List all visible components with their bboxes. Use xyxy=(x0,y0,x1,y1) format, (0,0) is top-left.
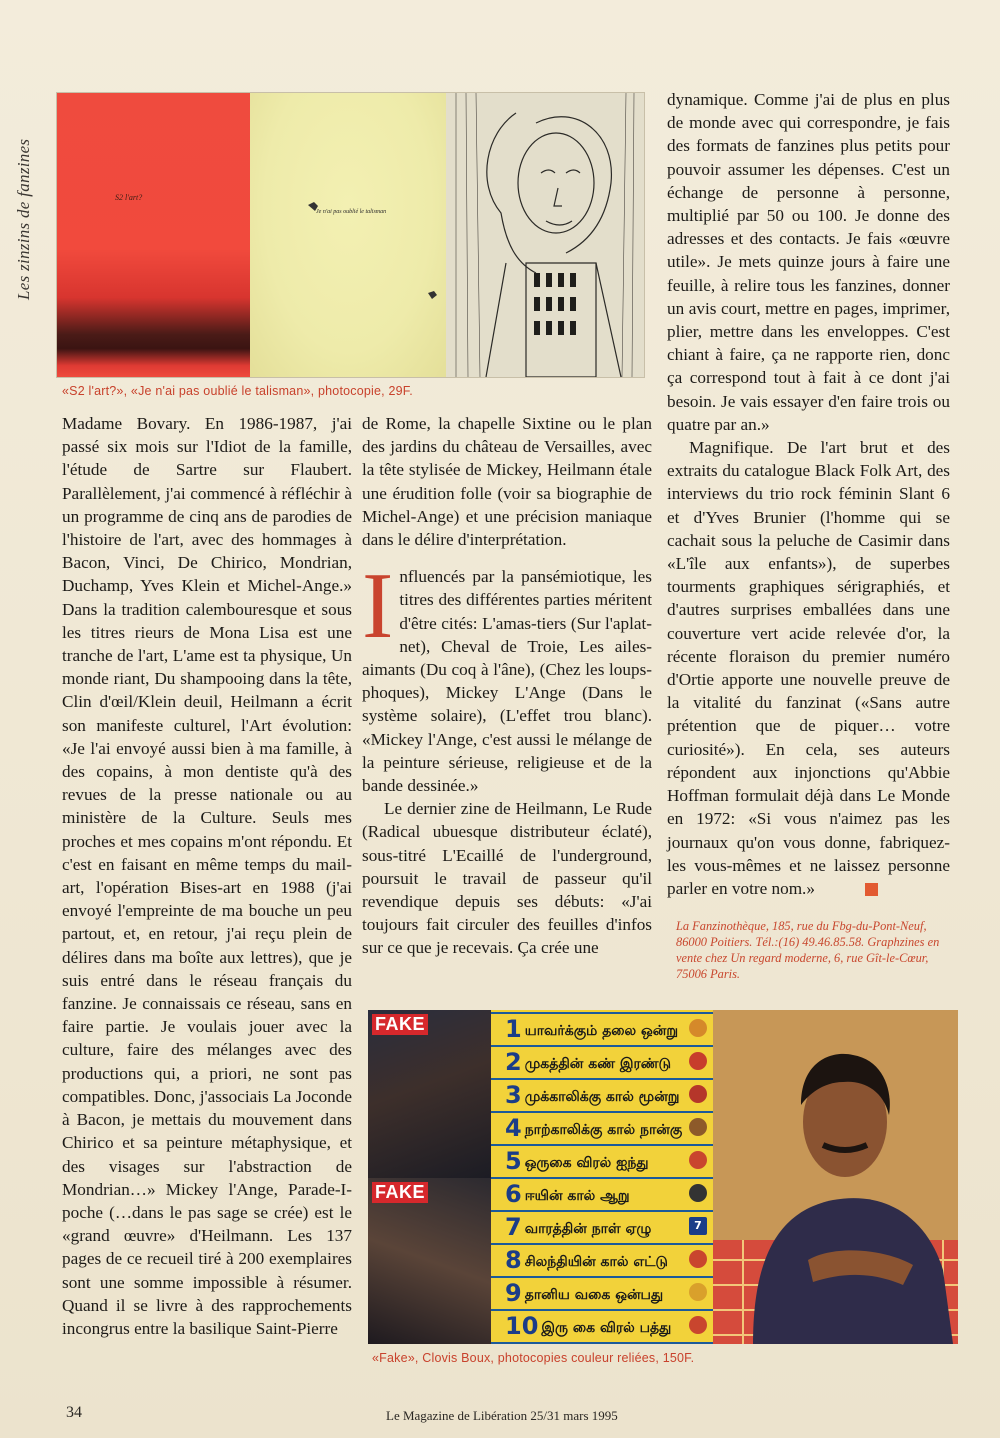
fake-cover-photo-1 xyxy=(368,1010,491,1178)
fake-zine-image xyxy=(368,1010,958,1344)
column-2 xyxy=(362,412,652,960)
column-3-paragraph-2-text: Magnifique. De l'art brut et des extraits du catalogue Black Folk Art, des interviews du trio rock féminin Slant 6 et d'Yves Brunier (l'homme qui se cachait sous la peluche de Casimir dans «L'île aux enfants»), de superbes tourments graphiques sérigraphiés, et d'autres surprises emballées dans une couverture vert acide relevée d'or, la récente floraison du premier numéro d'Ortie apporte une nouvelle preuve de la vitalité du fanzinat («Sans autre prétention que de piquer… votre curiosité»). En cela, ses auteurs répondent aux injonctions qu'Abbie Hoffman formulait déjà dans Le Monde en 1972: «Si vous n'aimez pas les journaux qu'on vous donne, fabriquez-les vous-mêmes et ne laissez personne parler en votre nom.» xyxy=(667,438,950,898)
column-2-paragraph-3: Le dernier zine de Heilmann, Le Rude (Radical ubuesque distributeur éclaté), sous-titré L'Ecaillé de l'underground, poursuit le travail de passeur qu'il revendique depuis ses débuts: «J'ai toujours fait circuler des feuilles d'infos sur ce que je recevais. Ça crée une xyxy=(362,799,652,958)
tamil-row: 9 தானிய வகை ஒன்பது xyxy=(491,1276,713,1309)
tamil-row: 6 ஈயின் கால் ஆறு xyxy=(491,1177,713,1210)
portrait-drawing xyxy=(446,93,644,377)
man-portrait-illustration xyxy=(713,1010,958,1344)
caption-bottom: «Fake», Clovis Boux, photocopies couleur reliées, 150F. xyxy=(372,1351,695,1365)
talisman-title: Je n'ai pas oublié le talisman xyxy=(316,209,387,215)
portrait-photo xyxy=(713,1010,958,1344)
running-head: Les zinzins de fanzines xyxy=(14,138,33,300)
fake-label-1: FAKE xyxy=(372,1014,428,1035)
tamil-row: 10 இரு கை விரல் பத்து xyxy=(491,1309,713,1344)
engraving-portrait xyxy=(446,93,644,377)
end-mark xyxy=(865,883,878,896)
page-number: 34 xyxy=(66,1404,82,1421)
fake-covers xyxy=(368,1010,491,1344)
column-2-paragraph-1: de Rome, la chapelle Sixtine ou le plan des jardins du château de Versailles, avec la tête stylisée de Mickey, Heilmann étale une érudition folle (voir sa biographie de Michel-Ange) et une précision maniaque dans le délire d'interprétation. xyxy=(362,414,652,550)
talisman-cover xyxy=(250,93,446,377)
column-3-paragraph-2 xyxy=(667,436,950,900)
drop-cap: I xyxy=(362,554,394,659)
tamil-counting-chart xyxy=(491,1010,713,1344)
tamil-row: 8 சிலந்தியின் கால் எட்டு xyxy=(491,1243,713,1276)
tamil-row: 7 வாரத்தின் நாள் ஏழு 7 xyxy=(491,1210,713,1243)
s2-art-cover xyxy=(57,93,250,377)
column-3-paragraph-1: dynamique. Comme j'ai de plus en plus de monde avec qui correspondre, je fais des formats de fanzines plus petits pour pouvoir assumer les dépenses. C'est un échange de personne à personne, multiplié par 50 ou 100. Je donne des adresses et des contacts. Je fais «œuvre utile». Je mets quinze jours à faire une feuille, à relire tous les fanzines, donner un avis court, mettre en pages, imprimer, plier, mettre dans les enveloppes. C'est chiant à faire, ça ne rapporte rien, donc ça correspond tout à fait à ce dont j'ai besoin. Je vais essayer d'en faire trois ou quatre par an.» xyxy=(667,90,950,434)
column-3 xyxy=(667,88,950,900)
tamil-row: 1 யாவர்க்கும் தலை ஒன்று xyxy=(491,1012,713,1045)
column-1-paragraph: Madame Bovary. En 1986-1987, j'ai passé six mois sur l'Idiot de la famille, l'étude de Sartre sur Flaubert. Parallèlement, j'ai commencé à réfléchir à un programme de cinq ans de parodies de l'histoire de l'art, avec des hommages à Bacon, Vinci, De Chirico, Mondrian, Duchamp, Yves Klein et Michel-Ange.» Dans la tradition calembouresque et sous les titres rieurs de Mona Lisa est une tranche de l'art, L'ame est ta physique, Un monde riant, Du shampooing dans la tête, Clin d'œil/Klein deuil, Heilmann a écrit son manifeste culturel, l'Art évolution: «Je l'ai envoyé aussi bien à ma famille, à des copains, à mon dentiste qu'à des revues de la presse nationale ou au ministère de la Culture. Seuls mes proches et mes copains m'ont répondu. Et c'est en faisant en même temps du mail-art, l'opération Bises-art en 1988 (j'ai envoyé l'empreinte de ma bouche un peu partout, et, en retour, j'ai reçu plein de délires dans ma boîte aux lettres), que je suis entré dans le réseau français du fanzine. Je connaissais ce réseau, sans en faire partie. Je voulais jouer avec la culture, faire des mélanges avec des productions qui, a priori, ne sont pas compatibles. Donc, j'associais La Joconde à Bacon, je mettais du mouvement dans Chirico et sa peinture métaphysique, et des visages sur l'abstraction de Mondrian…» Mickey l'Ange, Parade-I-poche (…dans le pas sage se crée) est le «grand œuvre» d'Heilmann. Les 137 pages de ce recueil tiré à 200 exemplaires sont une somme impossible à résumer. Quand il se livre à des rapprochements incongrus entre la basilique Saint-Pierre xyxy=(62,414,352,1338)
ink-marks-illustration xyxy=(250,93,446,377)
address-note: La Fanzinothèque, 185, rue du Fbg-du-Pont-Neuf, 86000 Poitiers. Tél.:(16) 49.46.85.58. Graphzines en vente chez Un regard moderne, 6, rue Gît-le-Cœur, 75006 Paris. xyxy=(676,919,940,981)
s2-art-title: S2 l'art? xyxy=(115,193,143,202)
fake-label-2: FAKE xyxy=(372,1182,428,1203)
tamil-row: 2 முகத்தின் கண் இரண்டு xyxy=(491,1045,713,1078)
zine-covers-image xyxy=(57,93,644,377)
magazine-footer: Le Magazine de Libération 25/31 mars 1995 xyxy=(386,1408,618,1423)
tamil-row: 5 ஒருகை விரல் ஐந்து xyxy=(491,1144,713,1177)
tamil-row: 3 முக்காலிக்கு கால் மூன்று xyxy=(491,1078,713,1111)
column-2-paragraph-2 xyxy=(362,554,652,797)
caption-top: «S2 l'art?», «Je n'ai pas oublié le talisman», photocopie, 29F. xyxy=(62,384,413,398)
tamil-row: 4 நாற்காலிக்கு கால் நான்கு xyxy=(491,1111,713,1144)
column-2-paragraph-2-text: nfluencés par la pansémiotique, les titres des différentes parties méritent d'être cités: L'amas-tiers (Sur l'aplat-net), Cheval de Troie, Les ailes-aimants (Du coq à l'âne), (Chez les loups-phoques), Mickey L'Ange (Dans le système solaire), (L'effet trou blanc). «Mickey l'Ange, c'est aussi le mélange de la peinture sérieuse, religieuse et de la bande dessinée.» xyxy=(362,567,652,796)
column-1 xyxy=(62,412,352,1340)
